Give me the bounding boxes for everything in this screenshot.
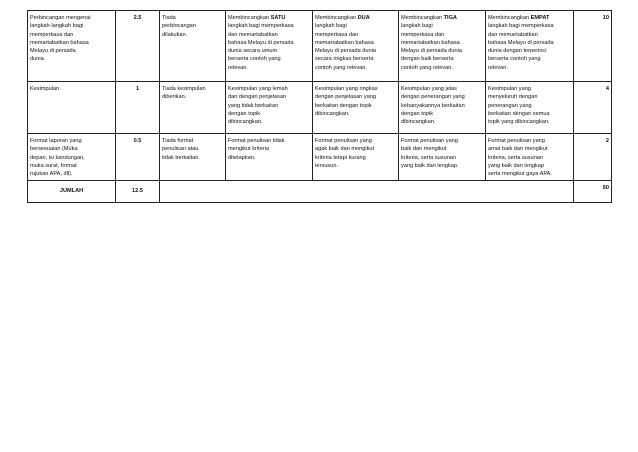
- criterion-cell: [28, 134, 116, 181]
- cell-line: topik yang dibincangkan.: [488, 119, 550, 126]
- total-score: 50: [574, 181, 612, 203]
- level-1-cell: [226, 11, 313, 82]
- cell-line: muka surat, format: [30, 162, 77, 169]
- cell-line: [228, 14, 310, 22]
- score-cell: 2: [574, 134, 612, 181]
- criterion-cell: [28, 11, 116, 82]
- cell-line: dengan penjelasan yang: [315, 94, 376, 101]
- cell-line: Melayu di persada: [30, 48, 76, 55]
- cell-line: berkaitan dengan topik: [315, 102, 372, 109]
- cell-line: memperkasa dan: [401, 31, 445, 38]
- cell-line: berserta contoh yang: [488, 56, 541, 63]
- cell-line: Format penulisan yang: [401, 138, 458, 144]
- cell-text: Membincangkan: [401, 15, 444, 21]
- cell-line: Format penulisan yang: [488, 138, 545, 144]
- cell-line: serta mengikut gaya APA.: [488, 171, 552, 178]
- level-4-cell: [486, 134, 574, 181]
- cell-line: Format penulisan yang: [315, 138, 372, 144]
- level-keyword: SATU: [270, 15, 286, 21]
- rubric-table: [27, 10, 612, 203]
- cell-line: langkah bagi: [315, 23, 347, 30]
- cell-line: menyeluruh dengan: [488, 94, 538, 101]
- total-weight: 12.5: [116, 181, 160, 203]
- level-keyword: EMPAT: [530, 15, 550, 21]
- cell-line: dengan penerangan yang: [401, 94, 465, 101]
- level-2-cell: [313, 11, 399, 82]
- cell-line: Kesimpulan yang: [488, 86, 531, 92]
- cell-line: [488, 14, 571, 22]
- cell-line: dengan topik: [228, 110, 261, 117]
- cell-line: memperkasa dan: [30, 31, 74, 38]
- cell-line: dengan baik berserta: [401, 56, 454, 63]
- cell-line: amat baik dan mengikut: [488, 146, 548, 153]
- cell-line: Tiada: [162, 15, 176, 21]
- cell-line: Perbincangan mengenai: [30, 15, 91, 21]
- cell-line: [401, 14, 483, 22]
- rubric-row: [28, 82, 612, 134]
- cell-line: yang tidak berkaitan: [228, 102, 279, 109]
- cell-line: dan memartabatkan: [488, 31, 538, 38]
- cell-line: dunia.: [30, 56, 46, 63]
- rubric-row: [28, 11, 612, 82]
- cell-line: contoh yang relevan.: [315, 64, 367, 71]
- cell-line: Kesimpulan.: [30, 86, 61, 92]
- level-3-cell: [399, 82, 486, 134]
- cell-line: Kesimpulan yang jelas: [401, 86, 457, 92]
- cell-line: kriteria, serta susunan: [401, 154, 457, 161]
- cell-line: dan memartabatkan: [228, 31, 278, 38]
- cell-line: perbincangan: [162, 23, 196, 30]
- cell-line: dibincangkan.: [401, 119, 436, 126]
- cell-line: langkah bagi memperkasa: [488, 23, 554, 30]
- cell-line: secara ringkas berserta: [315, 56, 374, 63]
- cell-line: memperkasa dan: [315, 31, 359, 38]
- level-4-cell: [486, 82, 574, 134]
- criterion-cell: [28, 82, 116, 134]
- cell-line: langkah-langkah bagi: [30, 23, 84, 30]
- cell-line: penulisan atau: [162, 146, 199, 153]
- cell-line: dibincangkan.: [315, 110, 350, 117]
- cell-text: Membincangkan: [488, 15, 531, 21]
- cell-line: baik dan mengikut: [401, 146, 447, 153]
- cell-line: mengikut kriteria: [228, 146, 270, 153]
- cell-line: yang baik dan lengkap: [488, 162, 544, 169]
- weight-cell: 1: [116, 82, 160, 134]
- cell-line: kriteria, serta susunan: [488, 154, 544, 161]
- cell-line: tersusun.: [315, 162, 339, 169]
- cell-line: rujukan APA, dll).: [30, 171, 73, 178]
- cell-line: dunia dengan terperinci: [488, 48, 547, 55]
- level-1-cell: [226, 134, 313, 181]
- level-2-cell: [313, 134, 399, 181]
- level-keyword: DUA: [357, 15, 370, 21]
- score-cell: 10: [574, 11, 612, 82]
- level-3-cell: [399, 11, 486, 82]
- cell-line: Format laporan yang: [30, 138, 82, 144]
- cell-line: dengan topik: [401, 110, 434, 117]
- cell-line: memartabatkan bahasa: [30, 39, 89, 46]
- cell-line: contoh yang relevan.: [401, 64, 453, 71]
- cell-line: memartabatkan bahasa: [315, 39, 374, 46]
- cell-line: [315, 14, 396, 22]
- cell-line: langkah bagi: [401, 23, 433, 30]
- cell-line: kebanyakannya berkaitan: [401, 102, 465, 109]
- cell-line: ditetapkan.: [228, 154, 256, 161]
- total-label: JUMLAH: [28, 181, 116, 203]
- cell-line: depan, isi kandungan,: [30, 154, 85, 161]
- cell-text: Membincangkan: [315, 15, 358, 21]
- cell-line: memartabatkan bahasa: [401, 39, 460, 46]
- level-keyword: TIGA: [443, 15, 457, 21]
- cell-line: dunia secara umum: [228, 48, 278, 55]
- cell-line: dibincangkan.: [228, 119, 263, 126]
- level-0-cell: [160, 11, 226, 82]
- weight-cell: 0.5: [116, 134, 160, 181]
- cell-line: langkah bagi memperkasa: [228, 23, 294, 30]
- level-1-cell: [226, 82, 313, 134]
- cell-line: dan dengan penjelasan: [228, 94, 287, 101]
- cell-line: Melayu di persada dunia: [315, 48, 376, 55]
- cell-text: Membincangkan: [228, 15, 271, 21]
- rubric-row: [28, 134, 612, 181]
- cell-line: berserta contoh yang: [228, 56, 281, 63]
- total-spacer: [160, 181, 574, 203]
- cell-line: Format penulisan tidak: [228, 138, 285, 144]
- cell-line: kriteria tetapi kurang: [315, 154, 366, 161]
- cell-line: penerangan yang: [488, 102, 532, 109]
- cell-line: Melayu di persada dunia: [401, 48, 462, 55]
- weight-cell: 2.5: [116, 11, 160, 82]
- cell-line: dilakukan.: [162, 31, 188, 38]
- cell-line: relevan.: [488, 64, 508, 71]
- level-0-cell: [160, 82, 226, 134]
- cell-line: relevan.: [228, 64, 248, 71]
- cell-line: bahasa Melayu di persada: [228, 39, 294, 46]
- level-2-cell: [313, 82, 399, 134]
- total-row: [28, 181, 612, 203]
- cell-line: bersesuaian (Muka: [30, 146, 78, 153]
- level-0-cell: [160, 134, 226, 181]
- cell-line: tidak berkaitan.: [162, 154, 200, 161]
- cell-line: diberikan.: [162, 94, 187, 101]
- cell-line: Kesimpulan yang lemah: [228, 86, 288, 92]
- cell-line: Kesimpulan yang ringkas: [315, 86, 378, 92]
- cell-line: Tiada format: [162, 138, 194, 144]
- cell-line: yang baik dan lengkap.: [401, 162, 459, 169]
- cell-line: berkaitan dengan semua: [488, 110, 550, 117]
- cell-line: bahasa Melayu di persada: [488, 39, 554, 46]
- cell-line: Tiada kesimpulan: [162, 86, 206, 92]
- cell-line: agak baik dan mengikut: [315, 146, 375, 153]
- level-3-cell: [399, 134, 486, 181]
- level-4-cell: [486, 11, 574, 82]
- score-cell: 4: [574, 82, 612, 134]
